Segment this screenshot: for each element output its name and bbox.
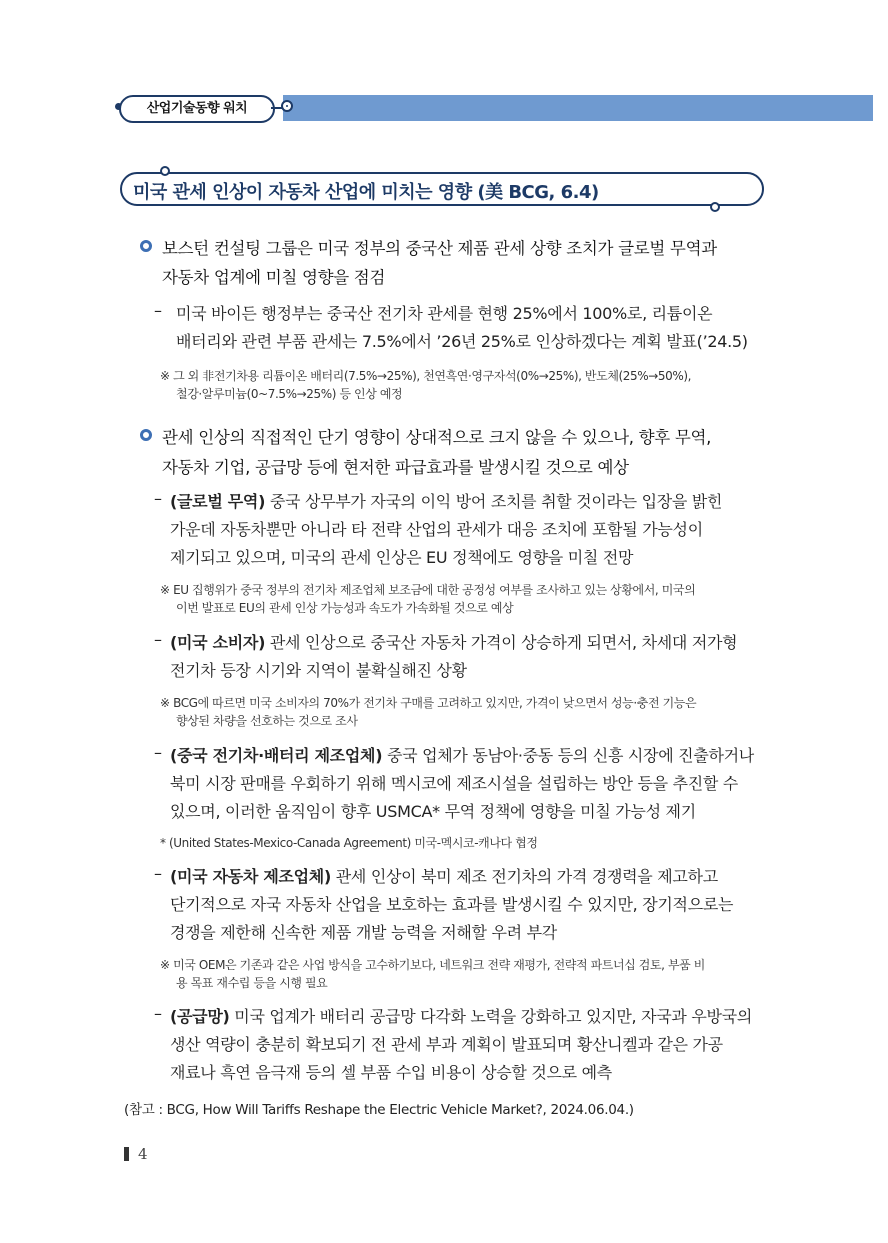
- note-line: 향상된 차량을 선호하는 것으로 조사: [176, 714, 358, 728]
- header-bar: [283, 95, 873, 121]
- us-mfr-line: 단기적으로 자국 자동차 산업을 보호하는 효과를 발생시킬 수 있지만, 장기적으로는: [170, 895, 734, 914]
- trade-line: 제기되고 있으며, 미국의 관세 인상은 EU 정책에도 영향을 미칠 전망: [170, 548, 634, 567]
- section1-bullet-line: 보스턴 컨설팅 그룹은 미국 정부의 중국산 제품 관세 상향 조치가 글로벌 무역과: [162, 239, 717, 258]
- supply-line: 재료나 흑연 음극재 등의 셀 부품 수입 비용이 상승할 것으로 예측: [170, 1063, 612, 1082]
- trade-heading: (글로벌 무역): [170, 492, 266, 511]
- title-knob-icon: [160, 166, 170, 176]
- dash-marker: –: [154, 743, 162, 762]
- consumer-paragraph: [170, 630, 737, 653]
- dash-marker: –: [154, 301, 162, 320]
- us-mfr-line: 경쟁을 제한해 신속한 제품 개발 능력을 저해할 우려 부각: [170, 923, 557, 942]
- consumer-heading: (미국 소비자): [170, 633, 266, 652]
- page-marker: [124, 1147, 129, 1161]
- dash-marker: –: [154, 489, 162, 508]
- consumer-line: 관세 인상으로 중국산 자동차 가격이 상승하게 되면서, 차세대 저가형: [265, 633, 738, 652]
- page-number: 4: [138, 1145, 148, 1163]
- section2-bullet-line: 관세 인상의 직접적인 단기 영향이 상대적으로 크지 않을 수 있으나, 향후 무역,: [162, 428, 712, 447]
- us-mfr-heading: (미국 자동차 제조업체): [170, 867, 331, 886]
- section1-bullet-line: 자동차 업계에 미칠 영향을 점검: [162, 268, 386, 287]
- china-mfr-line: 북미 시장 판매를 우회하기 위해 멕시코에 제조시설을 설립하는 방안 등을 추진할 수: [170, 774, 738, 793]
- note-line: ※ 미국 OEM은 기존과 같은 사업 방식을 고수하기보다, 네트워크 전략 재평가, 전략적 파트너십 검토, 부품 비: [160, 958, 705, 972]
- trade-line: 가운데 자동차뿐만 아니라 타 전략 산업의 관세가 대응 조치에 포함될 가능성이: [170, 520, 703, 539]
- china-mfr-paragraph: [170, 743, 754, 766]
- trade-line: 중국 상무부가 자국의 이익 방어 조치를 취할 것이라는 입장을 밝힌: [265, 492, 723, 511]
- us-mfr-line: 관세 인상이 북미 제조 전기차의 가격 경쟁력을 제고하고: [330, 867, 718, 886]
- china-mfr-line: 있으며, 이러한 움직임이 향후 USMCA* 무역 정책에 영향을 미칠 가능성 제기: [170, 802, 696, 821]
- note-line: 철강·알루미늄(0~7.5%→25%) 등 인상 예정: [176, 387, 403, 401]
- section1-item-line: 미국 바이든 행정부는 중국산 전기차 관세를 현행 25%에서 100%로, 리튬이온: [176, 304, 713, 323]
- bullet-icon: [140, 429, 152, 441]
- reference-text: (참고 : BCG, How Will Tariffs Reshape the Electric Vehicle Market?, 2024.06.04.): [124, 1102, 634, 1118]
- page-title: 미국 관세 인상이 자동차 산업에 미치는 영향 (美 BCG, 6.4): [133, 182, 599, 203]
- trade-paragraph: [170, 489, 722, 512]
- note-line: ※ EU 집행위가 중국 정부의 전기차 제조업체 보조금에 대한 공정성 여부를 조사하고 있는 상황에서, 미국의: [160, 583, 696, 597]
- section2-bullet-line: 자동차 기업, 공급망 등에 현저한 파급효과를 발생시킬 것으로 예상: [162, 458, 629, 477]
- note-line: ※ 그 외 非전기차용 리튬이온 배터리(7.5%→25%), 천연흑연·영구자석(0%→25%), 반도체(25%→50%),: [160, 369, 692, 383]
- supply-paragraph: [170, 1004, 752, 1027]
- section1-item-line: 배터리와 관련 부품 관세는 7.5%에서 ’26년 25%로 인상하겠다는 계획 발표(’24.5): [176, 332, 748, 351]
- dash-marker: –: [154, 1004, 162, 1023]
- us-mfr-paragraph: [170, 864, 718, 887]
- title-knob-icon: [710, 202, 720, 212]
- note-line: 이번 발표로 EU의 관세 인상 가능성과 속도가 가속화될 것으로 예상: [176, 601, 514, 615]
- header-ring-icon: [281, 100, 293, 112]
- note-line: ※ BCG에 따르면 미국 소비자의 70%가 전기차 구매를 고려하고 있지만, 가격이 낮으면서 성능·충전 기능은: [160, 696, 697, 710]
- consumer-line: 전기차 등장 시기와 지역이 불확실해진 상황: [170, 661, 467, 680]
- dash-marker: –: [154, 864, 162, 883]
- header-label: 산업기술동향 워치: [119, 95, 275, 123]
- bullet-icon: [140, 240, 152, 252]
- china-mfr-line: 중국 업체가 동남아·중동 등의 신흥 시장에 진출하거나: [382, 746, 754, 765]
- note-line: 용 목표 재수립 등을 시행 필요: [176, 976, 328, 990]
- dash-marker: –: [154, 630, 162, 649]
- supply-line: 미국 업계가 배터리 공급망 다각화 노력을 강화하고 있지만, 자국과 우방국의: [229, 1007, 752, 1026]
- footnote-line: * (United States-Mexico-Canada Agreement) 미국-멕시코-캐나다 협정: [160, 836, 538, 850]
- supply-heading: (공급망): [170, 1007, 230, 1026]
- china-mfr-heading: (중국 전기차·배터리 제조업체): [170, 746, 383, 765]
- supply-line: 생산 역량이 충분히 확보되기 전 관세 부과 계획이 발표되며 황산니켈과 같은 가공: [170, 1035, 723, 1054]
